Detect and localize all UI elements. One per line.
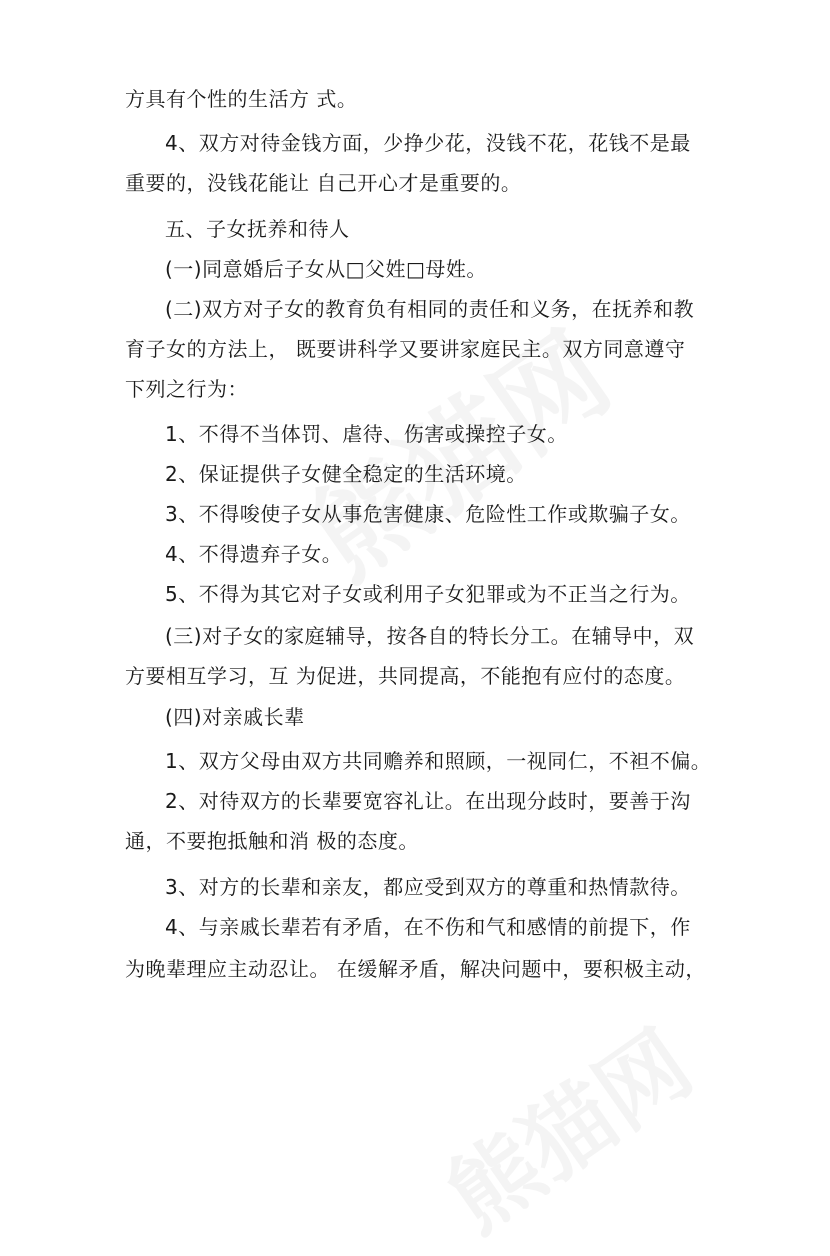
- paragraph-line: 下列之行为：: [125, 377, 248, 401]
- section-heading: 五、子女抚养和待人: [165, 217, 350, 241]
- paragraph-line: 通，不要抱抵触和消 极的态度。: [125, 829, 419, 853]
- paragraph-line: (三)对子女的家庭辅导，按各自的特长分工。在辅导中，双: [165, 624, 695, 648]
- paragraph-line: 重要的，没钱花能让 自己开心才是重要的。: [125, 171, 522, 195]
- list-item: 1、不得不当体罚、虐待、伤害或操控子女。: [165, 422, 568, 446]
- list-item: 2、保证提供子女健全稳定的生活环境。: [165, 462, 527, 486]
- watermark: [417, 994, 713, 1255]
- paragraph-line: 育子女的方法上， 既要讲科学又要讲家庭民主。双方同意遵守: [125, 337, 686, 361]
- paragraph-line: (二)双方对子女的教育负有相同的责任和义务，在抚养和教: [165, 297, 695, 321]
- list-item: 3、对方的长辈和亲友，都应受到双方的尊重和热情款待。: [165, 875, 691, 899]
- paragraph-line: 方具有个性的生活方 式。: [125, 87, 358, 111]
- paragraph-line: 方要相互学习，互 为促进，共同提高，不能抱有应付的态度。: [125, 664, 686, 688]
- list-item: 2、对待双方的长辈要宽容礼让。在出现分歧时，要善于沟: [165, 789, 691, 813]
- paragraph-line: 4、双方对待金钱方面，少挣少花，没钱不花，花钱不是最: [165, 131, 691, 155]
- list-item: 4、不得遗弃子女。: [165, 542, 343, 566]
- paragraph-line: 为晚辈理应主动忍让。 在缓解矛盾，解决问题中，要积极主动，: [125, 957, 706, 981]
- list-item: 1、双方父母由双方共同赡养和照顾，一视同仁，不袒不偏。: [165, 749, 712, 773]
- list-item: 5、不得为其它对子女或利用子女犯罪或为不正当之行为。: [165, 582, 691, 606]
- paragraph-line: (一)同意婚后子女从□父姓□母姓。: [165, 257, 487, 281]
- section-heading: (四)对亲戚长辈: [165, 705, 305, 729]
- list-item: 4、与亲戚长辈若有矛盾，在不伤和气和感情的前提下，作: [165, 915, 691, 939]
- list-item: 3、不得唆使子女从事危害健康、危险性工作或欺骗子女。: [165, 502, 691, 526]
